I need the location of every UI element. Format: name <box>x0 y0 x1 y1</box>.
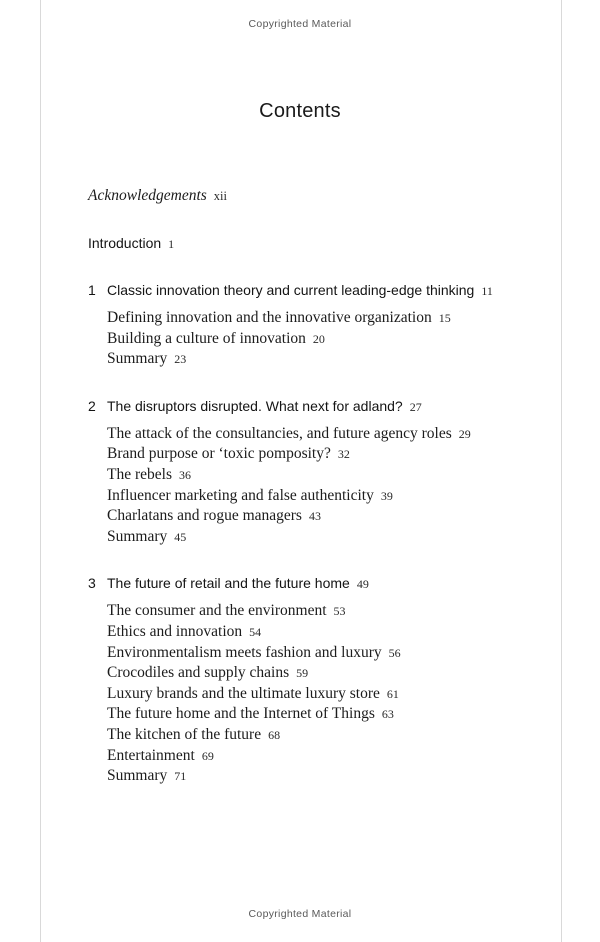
section-label: Environmentalism meets fashion and luxury <box>107 643 382 661</box>
toc-section <box>107 486 542 507</box>
toc-section <box>107 308 542 329</box>
toc-section <box>107 506 542 527</box>
page-number: 1 <box>168 237 175 251</box>
chapter-title-text: The future of retail and the future home <box>107 575 350 592</box>
section-label: Luxury brands and the ultimate luxury store <box>107 684 380 702</box>
toc-chapter-3 <box>88 573 542 786</box>
page-number: 45 <box>174 529 187 544</box>
toc-section <box>107 527 542 548</box>
page-number: 32 <box>337 447 350 462</box>
page-number: 61 <box>386 686 399 701</box>
toc-section <box>107 704 542 725</box>
toc-section <box>107 622 542 643</box>
page-number: 29 <box>458 426 471 441</box>
chapter-title-text: Classic innovation theory and current leading-edge thinking <box>107 282 475 298</box>
section-label: Ethics and innovation <box>107 622 243 640</box>
toc-section <box>107 725 542 746</box>
chapter-title <box>107 396 422 417</box>
page-number: xii <box>213 189 227 203</box>
toc-section <box>107 329 542 350</box>
section-label: Charlatans and rogue managers <box>107 507 302 525</box>
entry-label: Acknowledgements <box>88 187 207 204</box>
toc-entry-introduction <box>88 233 542 254</box>
chapter-heading <box>88 280 542 301</box>
toc-section <box>107 465 542 486</box>
section-label: Brand purpose or ‘toxic pomposity? <box>107 445 331 463</box>
chapter-number: 2 <box>88 397 96 414</box>
section-label: Crocodiles and supply chains <box>107 664 290 682</box>
chapter-number: 3 <box>88 575 96 592</box>
table-of-contents <box>88 186 542 787</box>
toc-section <box>107 601 542 622</box>
page-number: 54 <box>249 624 262 639</box>
section-label: The future home and the Internet of Things <box>107 705 375 723</box>
chapter-sections <box>107 308 542 370</box>
section-label: The kitchen of the future <box>107 725 262 743</box>
toc-entry-acknowledgements <box>88 186 542 206</box>
toc-section <box>107 684 542 705</box>
page-number: 68 <box>268 727 281 742</box>
page-number: 56 <box>388 645 401 660</box>
chapter-title <box>107 573 369 594</box>
toc-section <box>107 643 542 664</box>
chapter-title-text: The disruptors disrupted. What next for adland? <box>107 397 403 414</box>
section-label: Influencer marketing and false authenticity <box>107 486 374 504</box>
chapter-sections <box>107 424 542 548</box>
section-label: Entertainment <box>107 746 195 764</box>
toc-section <box>107 663 542 684</box>
section-label: The rebels <box>107 465 172 483</box>
page-number: 11 <box>481 284 493 298</box>
entry-label: Introduction <box>88 235 162 251</box>
section-label: Summary <box>107 767 168 785</box>
page-number: 63 <box>381 707 394 722</box>
page-edge-left <box>40 0 41 942</box>
chapter-title <box>107 280 493 301</box>
toc-chapter-1 <box>88 280 542 370</box>
copyright-notice-top: Copyrighted Material <box>248 18 352 30</box>
toc-section <box>107 424 542 445</box>
section-label: The attack of the consultancies, and future agency roles <box>107 424 452 442</box>
page-number: 69 <box>201 748 214 763</box>
chapter-number: 1 <box>88 282 96 298</box>
page-number: 71 <box>174 769 187 784</box>
section-label: The consumer and the environment <box>107 602 327 620</box>
page-title: Contents <box>259 100 341 122</box>
copyright-notice-bottom: Copyrighted Material <box>248 908 352 920</box>
section-label: Summary <box>107 350 168 368</box>
page-edge-right <box>561 0 562 942</box>
page-number: 39 <box>380 488 393 503</box>
page-number: 20 <box>312 331 325 346</box>
chapter-heading <box>88 573 542 594</box>
page-number: 27 <box>409 399 422 414</box>
page-number: 36 <box>178 467 191 482</box>
section-label: Defining innovation and the innovative organization <box>107 309 432 326</box>
toc-section <box>107 444 542 465</box>
page-number: 49 <box>356 577 369 592</box>
page-number: 53 <box>333 604 346 619</box>
chapter-sections <box>107 601 542 786</box>
toc-chapter-2 <box>88 396 542 548</box>
toc-section <box>107 746 542 767</box>
section-label: Building a culture of innovation <box>107 329 306 347</box>
page-number: 23 <box>174 352 187 367</box>
page-number: 43 <box>308 509 321 524</box>
section-label: Summary <box>107 527 168 545</box>
toc-section <box>107 766 542 787</box>
toc-section <box>107 349 542 370</box>
chapter-heading <box>88 396 542 417</box>
page-number: 15 <box>438 311 451 325</box>
page-number: 59 <box>296 666 309 681</box>
